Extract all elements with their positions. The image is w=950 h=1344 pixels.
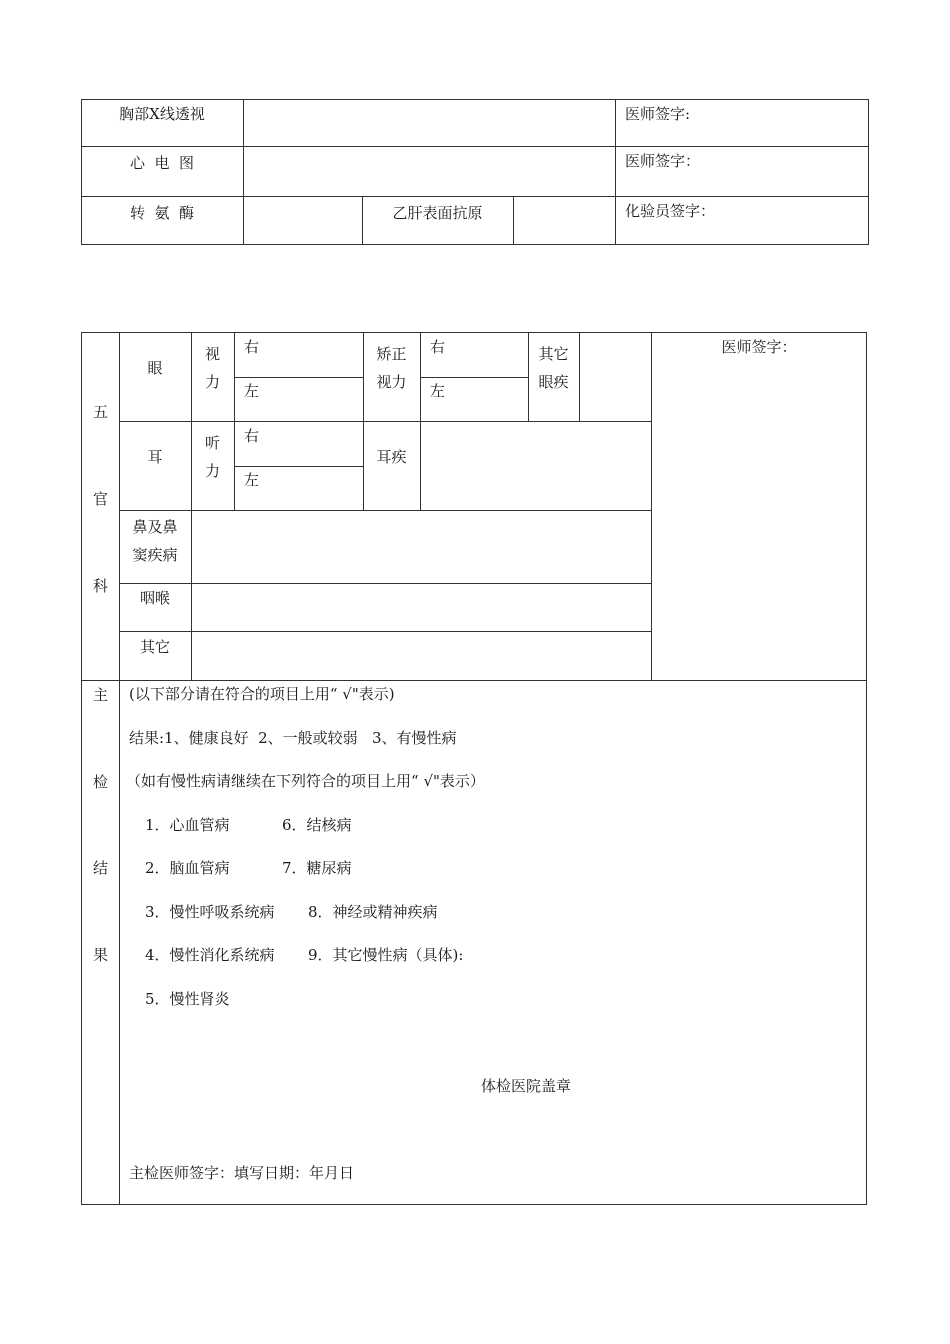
chronic-item: 5．慢性肾炎 [145, 990, 230, 1008]
results-line: 结果:1、健康良好 2、一般或较弱 3、有慢性病 [129, 729, 457, 747]
chest-xray-signature: 医师签字: [625, 105, 691, 123]
other-eye-line: 眼疾 [538, 373, 569, 391]
senses-signature: 医师签字： [721, 338, 797, 356]
chronic-item: 7．糖尿病 [282, 859, 352, 877]
conclusion-label-char: 果 [93, 946, 109, 964]
eye-label: 眼 [147, 359, 163, 377]
col-divider [513, 196, 514, 245]
row-divider [119, 631, 651, 632]
hearing-right: 右 [244, 427, 260, 445]
chronic-item: 1．心血管病 [145, 816, 230, 834]
conclusion-label-char: 检 [93, 773, 109, 791]
row-divider [234, 466, 363, 467]
col-divider [243, 99, 244, 245]
ear-label: 耳 [147, 448, 163, 466]
hearing-label [191, 429, 234, 485]
throat-label: 咽喉 [139, 589, 170, 607]
col-divider [615, 99, 616, 245]
hearing-left: 左 [244, 471, 260, 489]
ear-disease-label: 耳疾 [376, 448, 407, 466]
row-divider [119, 583, 651, 584]
check-instruction: (以下部分请在符合的项目上用“ √"表示) [129, 685, 395, 703]
chief-examiner-footer: 主检医师签字：填写日期：年月日 [129, 1164, 355, 1182]
corrected-vision-line: 视力 [376, 373, 407, 391]
hearing-label-line: 力 [204, 462, 220, 480]
vision-left: 左 [244, 382, 260, 400]
col-divider [234, 332, 235, 510]
row-divider [81, 196, 869, 197]
row-divider [234, 377, 363, 378]
hbsag-label: 乙肝表面抗原 [392, 204, 483, 222]
vision-right: 右 [244, 338, 260, 356]
row-divider [119, 510, 651, 511]
row-divider [81, 680, 867, 681]
col-divider [420, 332, 421, 510]
col-divider [579, 332, 580, 421]
transaminase-label: 转 氨 酶 [129, 204, 195, 222]
chronic-item: 4．慢性消化系统病 [145, 946, 275, 964]
corrected-right: 右 [430, 338, 446, 356]
corrected-vision-label [363, 340, 420, 396]
chronic-item: 3．慢性呼吸系统病 [145, 903, 275, 921]
nose-sinus-line: 鼻及鼻 [132, 518, 178, 536]
chronic-item: 8．神经或精神疾病 [308, 903, 438, 921]
conclusion-label-char: 主 [93, 686, 109, 704]
vision-label [191, 340, 234, 396]
other-eye-line: 其它 [538, 345, 569, 363]
vision-label-line: 视 [204, 345, 220, 363]
chronic-note: （如有慢性病请继续在下列符合的项目上用“ √"表示） [126, 772, 485, 790]
nose-sinus-line: 窦疾病 [132, 546, 178, 564]
nose-sinus-label [119, 513, 191, 569]
lab-signature: 化验员签字： [625, 202, 716, 220]
conclusion-label-char: 结 [93, 859, 109, 877]
chronic-item: 6．结核病 [282, 816, 352, 834]
chest-xray-label: 胸部X线透视 [119, 105, 205, 123]
hearing-label-line: 听 [204, 434, 220, 452]
other-label: 其它 [139, 638, 170, 656]
hospital-stamp-label: 体检医院盖章 [481, 1077, 572, 1095]
chronic-item: 2．脑血管病 [145, 859, 230, 877]
col-divider [651, 332, 652, 680]
ecg-signature: 医师签字： [625, 152, 701, 170]
section-label-char: 官 [93, 490, 109, 508]
corrected-left: 左 [430, 382, 446, 400]
row-divider [119, 421, 651, 422]
section-label-char: 五 [93, 403, 109, 421]
other-eye-disease-label [528, 340, 579, 396]
vision-label-line: 力 [204, 373, 220, 391]
chronic-item: 9．其它慢性病（具体): [308, 946, 464, 964]
row-divider [420, 377, 528, 378]
corrected-vision-line: 矫正 [376, 345, 407, 363]
ecg-label: 心 电 图 [129, 154, 195, 172]
section-label-char: 科 [93, 577, 109, 595]
row-divider [81, 146, 869, 147]
